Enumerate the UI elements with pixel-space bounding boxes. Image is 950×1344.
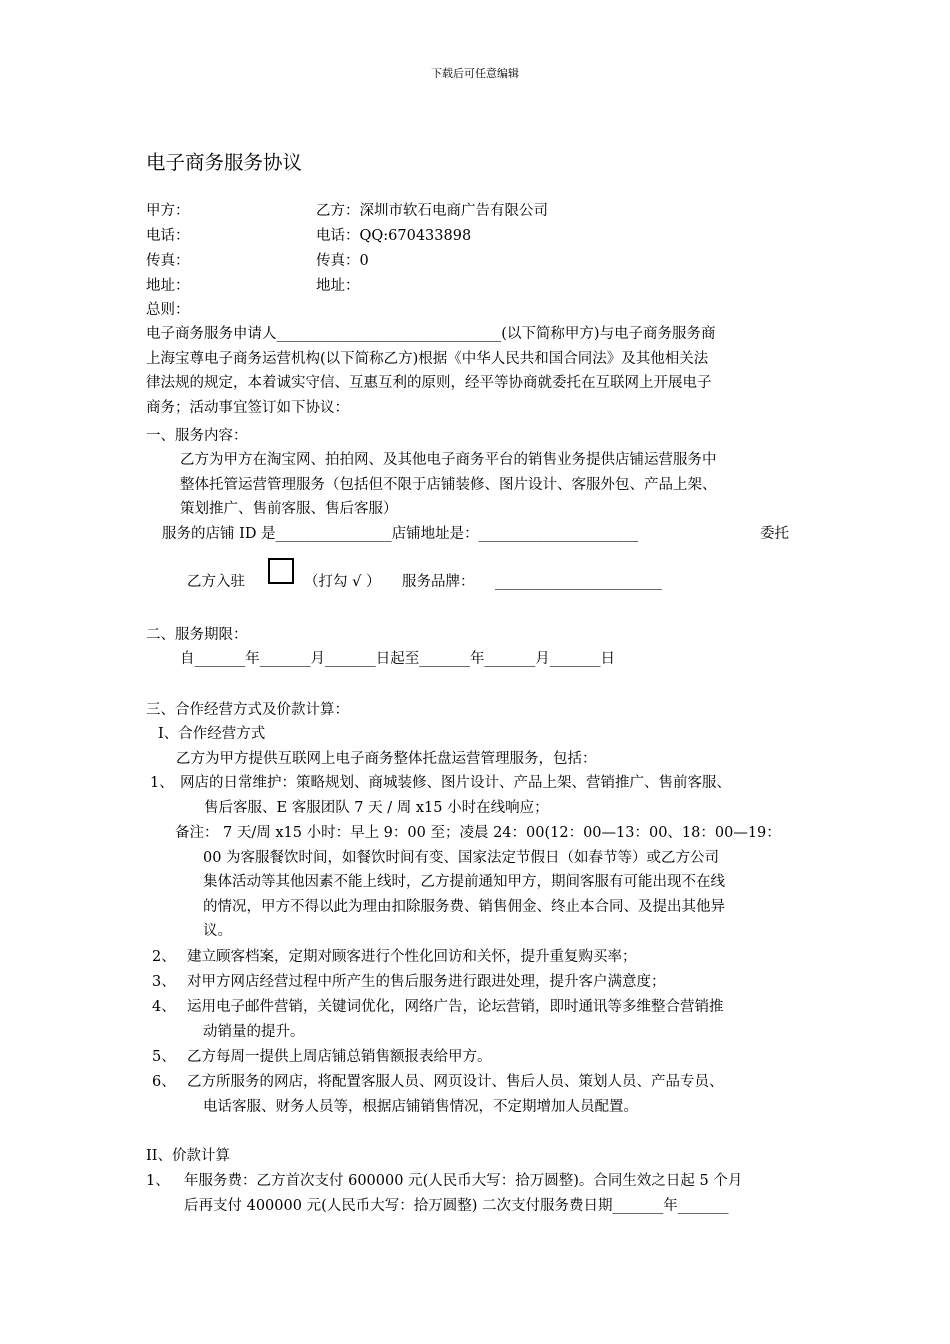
party-b-name: 乙方：深圳市软石电商广告有限公司 <box>316 203 548 219</box>
item-line: 建立顾客档案，定期对顾客进行个性化回访和关怀，提升重复购买率； <box>187 949 637 965</box>
note-line: 集体活动等其他因素不能上线时，乙方提前通知甲方，期间客服有可能出现不在线 <box>203 874 725 890</box>
store-id-line: 服务的店铺 ID 是________________店铺地址是：______________________ <box>162 526 639 542</box>
note-line: 7 天/周 x15 小时：早上 9：00 至；凌晨 24：00(12：00—13：00、18：00—19： <box>223 825 781 841</box>
general-heading: 总则： <box>146 302 190 318</box>
item-number: 6、 <box>152 1074 176 1090</box>
section3-heading: 三、合作经营方式及价款计算： <box>146 702 349 718</box>
section1-heading: 一、服务内容： <box>146 428 248 444</box>
party-a-phone: 电话： <box>146 228 190 244</box>
note-line: 的情况，甲方不得以此为理由扣除服务费、销售佣金、终止本合同、及提出其他异 <box>203 898 725 915</box>
general-paragraph <box>146 322 716 420</box>
section1-line: 策划推广、售前客服、售后客服） <box>180 501 398 517</box>
party-b-fax: 传真：0 <box>316 253 369 269</box>
page-header: 下载后可任意编辑 <box>431 67 519 80</box>
list-item <box>180 771 731 820</box>
payment-paragraph <box>184 1169 742 1218</box>
list-item <box>187 1070 724 1119</box>
entry-label: 乙方入驻 <box>187 574 245 590</box>
item-number: 5、 <box>152 1049 176 1065</box>
item-number: 4、 <box>152 999 176 1015</box>
general-line: 律法规的规定，本着诚实守信、互惠互利的原则，经平等协商就委托在互联网上开展电子 <box>146 375 712 391</box>
note-block <box>203 821 781 944</box>
item-number: 3、 <box>152 974 176 990</box>
general-line: 电子商务服务申请人_______________________________(以下简称甲方)与电子商务服务商 <box>146 326 716 342</box>
party-b-address: 地址： <box>316 278 360 294</box>
tick-hint: （打勾 √ ） <box>304 574 381 590</box>
note-label: 备注： <box>175 825 219 841</box>
brand-blank: _______________________ <box>495 574 662 590</box>
item-line: 运用电子邮件营销，关键词优化，网络广告，论坛营销，即时通讯等多维整合营销推 <box>187 999 724 1015</box>
item-line: 网店的日常维护：策略规划、商城装修、图片设计、产品上架、营销推广、售前客服、 <box>180 775 731 791</box>
item-line: 动销量的提升。 <box>203 1023 305 1040</box>
note-line: 议。 <box>203 923 232 939</box>
term-line: 自_______年_______月_______日起至_______年_______月_______日 <box>180 651 615 667</box>
general-line: 商务；活动事宜签订如下协议： <box>146 399 349 416</box>
item-line: 乙方所服务的网店，将配置客服人员、网页设计、售后人员、策划人员、产品专员、 <box>187 1074 724 1090</box>
party-a-fax: 传真： <box>146 253 190 269</box>
item-number: 2、 <box>152 949 176 965</box>
section1-paragraph <box>180 448 717 522</box>
section1-line: 整体托管运营管理服务（包括但不限于店铺装修、图片设计、客服外包、产品上架、 <box>180 476 717 493</box>
note-line: 00 为客服餐饮时间，如餐饮时间有变、国家法定节假日（如春节等）或乙方公司 <box>203 849 720 866</box>
party-a-address: 地址： <box>146 278 190 294</box>
item-line: 售后客服、E 客服团队 7 天 / 周 x15 小时在线响应； <box>204 799 549 816</box>
party-b-phone: 电话：QQ:670433898 <box>316 228 472 244</box>
section2-heading: 二、服务期限： <box>146 627 248 643</box>
item-line: 对甲方网店经营过程中所产生的售后服务进行跟进处理，提升客户满意度； <box>187 974 666 990</box>
item-line: 乙方每周一提供上周店铺总销售额报表给甲方。 <box>187 1049 492 1065</box>
pay-number: 1、 <box>146 1173 170 1189</box>
entry-checkbox[interactable] <box>268 558 294 584</box>
sub2-heading: II、价款计算 <box>146 1148 230 1164</box>
payment-line: 年服务费：乙方首次支付 600000 元(人民币大写：拾万圆整)。合同生效之日起 5 个月 <box>184 1173 743 1189</box>
sub1-heading: I、合作经营方式 <box>158 726 266 742</box>
brand-label: 服务品牌： <box>402 574 475 590</box>
party-a-name: 甲方： <box>146 203 190 219</box>
section1-line: 乙方为甲方在淘宝网、拍拍网、及其他电子商务平台的销售业务提供店铺运营服务中 <box>180 452 717 468</box>
entrust-label: 委托 <box>760 526 789 542</box>
general-line: 上海宝尊电子商务运营机构(以下简称乙方)根据《中华人民共和国合同法》及其他相关法 <box>146 350 709 367</box>
item-number: 1、 <box>150 775 174 791</box>
list-item <box>187 995 724 1044</box>
payment-line: 后再支付 400000 元(人民币大写：拾万圆整) 二次支付服务费日期_______年_______ <box>184 1197 729 1214</box>
service-intro: 乙方为甲方提供互联网上电子商务整体托盘运营管理服务，包括： <box>176 751 597 767</box>
item-line: 电话客服、财务人员等，根据店铺销售情况，不定期增加人员配置。 <box>203 1098 638 1115</box>
document-title: 电子商务服务协议 <box>146 151 303 174</box>
